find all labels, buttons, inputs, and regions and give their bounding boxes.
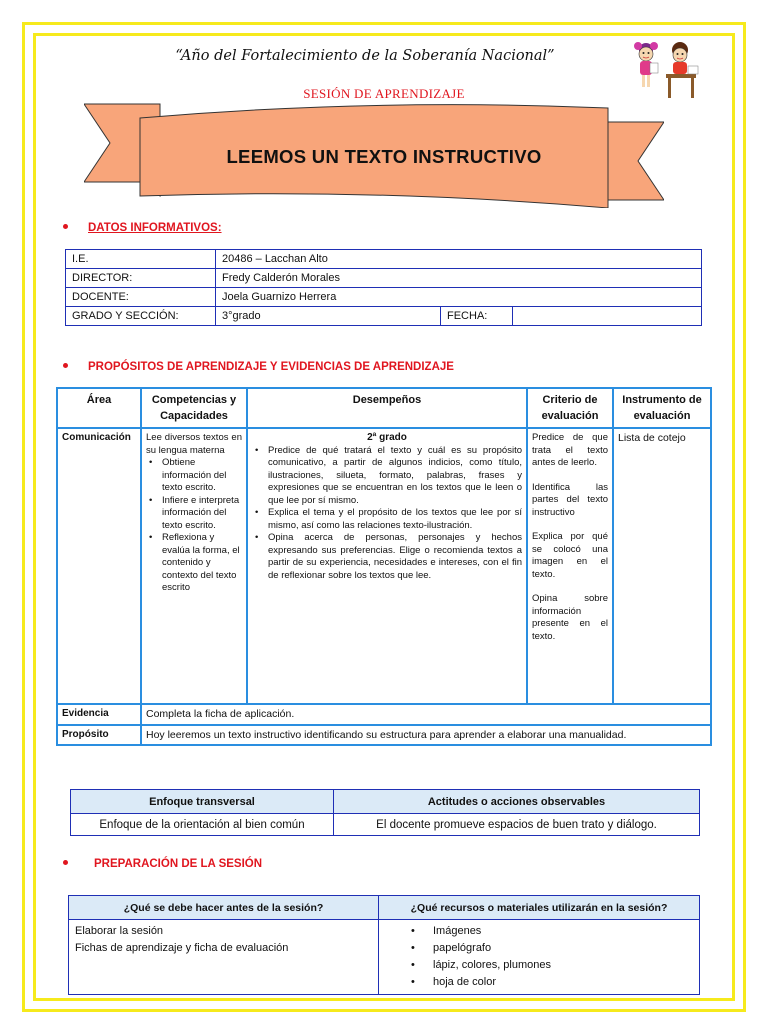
evidencia-value: Completa la ficha de aplicación. [141, 704, 711, 725]
actitudes-value: El docente promueve espacios de buen trato y diálogo. [334, 814, 700, 836]
header-recursos: ¿Qué recursos o materiales utilizarán en la sesión? [379, 896, 700, 920]
table-row [57, 704, 711, 725]
list-item: • Infiere e interpreta información del texto escrito. [146, 495, 242, 533]
table-row [69, 920, 700, 995]
list-item: • papelógrafo [411, 940, 693, 957]
table-row [66, 288, 702, 307]
desempenos-cell [247, 428, 527, 704]
header-actitudes: Actitudes o acciones observables [334, 790, 700, 814]
datos-label: I.E. [66, 250, 216, 269]
table-row [57, 428, 711, 704]
datos-label: DOCENTE: [66, 288, 216, 307]
proposito-label: Propósito [57, 725, 141, 746]
table-header-row [57, 388, 711, 428]
capacidades-list [146, 457, 242, 595]
criterio-text: Identifica las partes del texto instructivo [532, 481, 608, 518]
fecha-label: FECHA: [441, 307, 513, 326]
criterio-text: Predice de que trata el texto antes de leerlo. [532, 432, 608, 468]
fecha-value [513, 307, 702, 326]
table-row [71, 814, 700, 836]
table-row [66, 269, 702, 288]
list-item: • hoja de color [411, 974, 693, 991]
session-label: SESIÓN DE APRENDIZAJE [303, 86, 465, 101]
list-item: • Predice de qué tratará el texto y cuál es su propósito comunicativo, a partir de algunos indicios, como título, ilustraciones, silueta, formato, palabras, frases y expresiones que se encuentran en los textos que le leen o que lee por sí mismo. [252, 445, 522, 508]
table-row [66, 250, 702, 269]
enfoque-table [70, 789, 700, 836]
table-row [57, 725, 711, 746]
criterio-cell [527, 428, 613, 704]
enfoque-value: Enfoque de la orientación al bien común [71, 814, 334, 836]
table-row [66, 307, 702, 326]
header-instrumento: Instrumento de evaluación [613, 388, 711, 428]
list-item: • Explica el tema y el propósito de los textos que lee por sí mismo, así como las relaciones texto-ilustración. [252, 507, 522, 532]
list-item: • lápiz, colores, plumones [411, 957, 693, 974]
session-title: LEEMOS UN TEXTO INSTRUCTIVO [226, 146, 542, 167]
datos-value: Joela Guarnizo Herrera [216, 288, 702, 307]
datos-value: Fredy Calderón Morales [216, 269, 702, 288]
list-item: • Reflexiona y evalúa la forma, el contenido y contexto del texto escrito [146, 532, 242, 595]
desempenos-list [252, 445, 522, 583]
proposito-value: Hoy leeremos un texto instructivo identificando su estructura para aprender a elaborar una manualidad. [141, 725, 711, 746]
recursos-cell [379, 920, 700, 995]
datos-value: 20486 – Lacchan Alto [216, 250, 702, 269]
datos-label: GRADO Y SECCIÓN: [66, 307, 216, 326]
propositos-table [56, 387, 712, 746]
competencias-cell [141, 428, 247, 704]
datos-table [65, 249, 702, 326]
header-criterio: Criterio de evaluación [527, 388, 613, 428]
recursos-list [385, 923, 693, 991]
bullet-icon [63, 224, 68, 229]
preparacion-heading: PREPARACIÓN DE LA SESIÓN [63, 858, 262, 870]
antes-item: Elaborar la sesión [75, 925, 164, 937]
evidencia-label: Evidencia [57, 704, 141, 725]
datos-heading: DATOS INFORMATIVOS: [63, 222, 222, 234]
propositos-heading: PROPÓSITOS DE APRENDIZAJE Y EVIDENCIAS DE APRENDIZAJE [63, 361, 454, 373]
header-enfoque: Enfoque transversal [71, 790, 334, 814]
competencia-text: Lee diversos textos en su lengua materna [146, 432, 242, 456]
bullet-icon [63, 363, 68, 368]
header-desempenos: Desempeños [247, 388, 527, 428]
bullet-icon [63, 860, 68, 865]
header-antes: ¿Qué se debe hacer antes de la sesión? [69, 896, 379, 920]
list-item: • Opina acerca de personas, personajes y hechos expresando sus preferencias. Elige o recomienda textos a partir de su experiencia, necesidades e intereses, con el fin de reflexionar sobre los textos que lee. [252, 532, 522, 582]
area-cell: Comunicación [57, 428, 141, 704]
antes-item: Fichas de aprendizaje y ficha de evaluación [75, 942, 289, 954]
header-area: Área [57, 388, 141, 428]
antes-cell [69, 920, 379, 995]
list-item: • Obtiene información del texto escrito. [146, 457, 242, 495]
list-item: • Imágenes [411, 923, 693, 940]
grado-label: 2ª grado [367, 432, 407, 443]
year-motto: “Año del Fortalecimiento de la Soberanía Nacional” [175, 48, 555, 64]
preparacion-table [68, 895, 700, 995]
header-competencias: Competencias y Capacidades [141, 388, 247, 428]
instrumento-cell: Lista de cotejo [613, 428, 711, 704]
datos-label: DIRECTOR: [66, 269, 216, 288]
table-header-row [69, 896, 700, 920]
criterio-text: Explica por qué se colocó una imagen en el texto. [532, 531, 608, 580]
datos-value: 3°grado [216, 307, 441, 326]
criterio-text: Opina sobre información presente en el texto. [532, 593, 608, 642]
table-header-row [71, 790, 700, 814]
